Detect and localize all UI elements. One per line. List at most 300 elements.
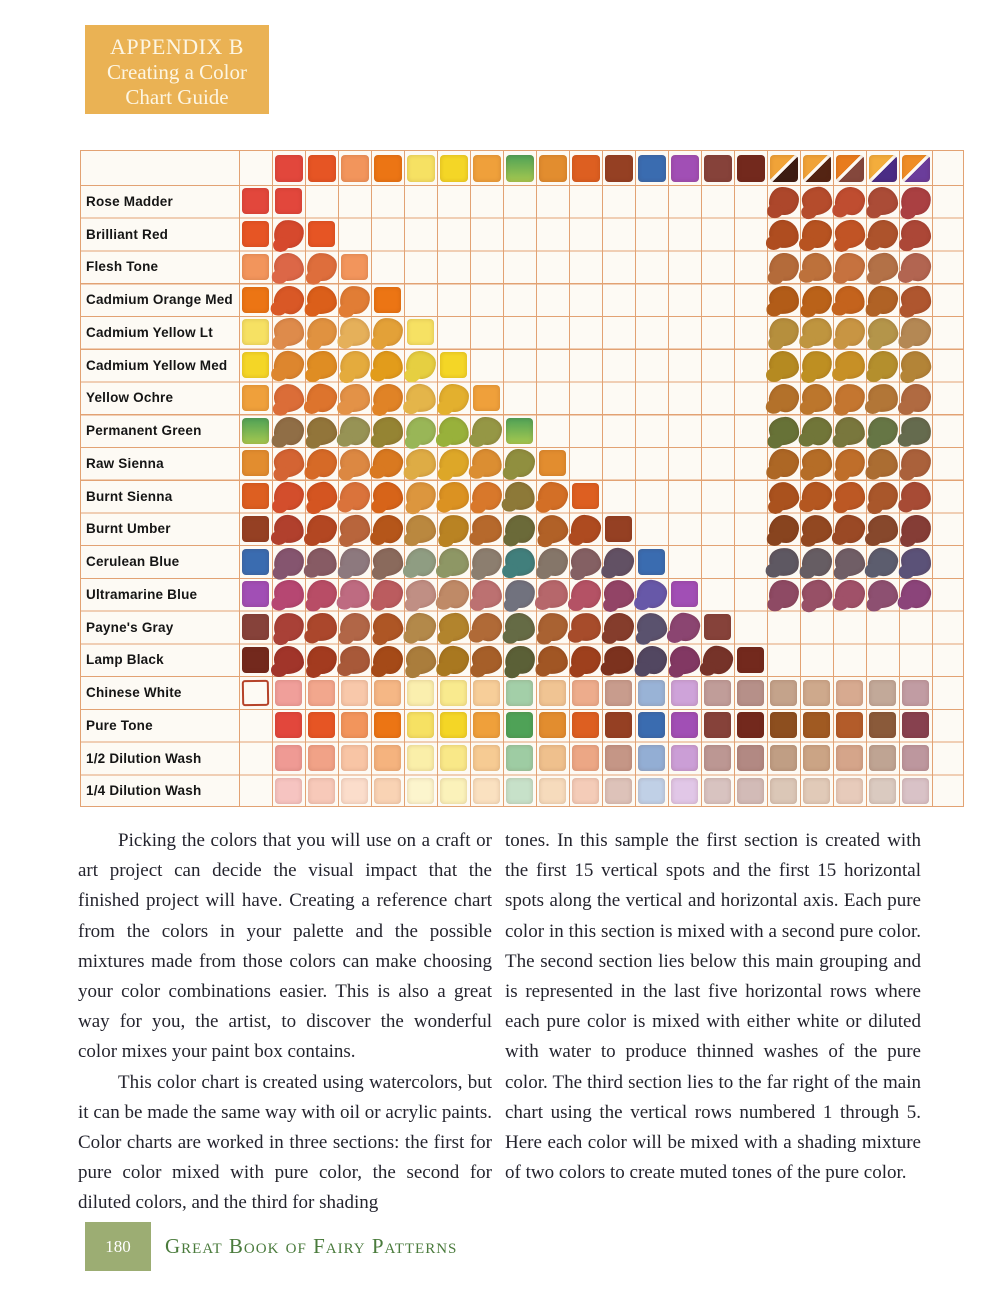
mix-swatch — [503, 546, 535, 577]
chart-cell — [866, 185, 899, 218]
shading-mix-swatch — [768, 580, 799, 609]
chart-cell — [833, 185, 866, 218]
chart-cell — [767, 414, 800, 447]
pure-color-swatch — [242, 549, 269, 575]
chart-cell — [602, 644, 635, 677]
mix-swatch — [405, 351, 436, 380]
chart-cell — [602, 218, 635, 251]
white-tint-swatch — [572, 680, 599, 706]
dilution-wash-swatch — [605, 745, 632, 771]
mix-swatch — [472, 417, 502, 445]
chart-cell — [899, 414, 932, 447]
chart-cell — [734, 611, 767, 644]
shading-mix-swatch — [834, 186, 866, 216]
mix-swatch — [537, 482, 568, 511]
pure-tone-swatch — [869, 712, 896, 738]
chart-cell — [569, 775, 602, 808]
pure-tone-swatch — [440, 712, 467, 738]
mix-swatch — [438, 384, 468, 413]
dilution-wash-swatch — [902, 745, 929, 771]
pure-tone-swatch — [605, 712, 632, 738]
shading-mix-swatch — [801, 285, 832, 315]
chart-cell — [899, 218, 932, 251]
chart-cell — [833, 151, 866, 185]
chart-cell — [305, 676, 338, 709]
pure-color-swatch — [242, 450, 269, 476]
chart-cell — [536, 283, 569, 316]
chart-cell — [701, 349, 734, 382]
row-label: Permanent Green — [86, 423, 202, 439]
chart-cell — [932, 775, 965, 808]
chart-cell — [404, 709, 437, 742]
chart-cell — [503, 382, 536, 415]
mix-swatch — [371, 514, 403, 545]
shading-mix-swatch — [768, 416, 799, 446]
chart-cell — [635, 283, 668, 316]
chart-cell — [536, 578, 569, 611]
chart-cell — [701, 545, 734, 578]
chart-cell — [437, 742, 470, 775]
chart-cell — [536, 382, 569, 415]
chart-cell — [305, 775, 338, 808]
mix-swatch — [338, 645, 370, 676]
chart-cell — [635, 480, 668, 513]
chart-cell — [470, 480, 503, 513]
pure-tone-swatch — [407, 712, 434, 738]
chart-cell — [635, 513, 668, 546]
chart-cell — [701, 775, 734, 808]
chart-cell — [833, 218, 866, 251]
pure-color-swatch — [242, 188, 269, 214]
dilution-wash-swatch — [275, 745, 302, 771]
chart-cell — [503, 349, 536, 382]
chart-cell — [602, 447, 635, 480]
chart-cell — [932, 513, 965, 546]
dilution-wash-swatch — [836, 778, 863, 804]
mix-swatch — [306, 285, 337, 314]
mix-swatch — [339, 613, 370, 642]
pure-color-swatch — [242, 483, 269, 509]
chart-cell — [371, 480, 404, 513]
chart-cell — [701, 185, 734, 218]
chart-cell — [734, 513, 767, 546]
dilution-wash-swatch — [506, 778, 533, 804]
chart-cell — [767, 676, 800, 709]
chart-cell — [833, 316, 866, 349]
chart-cell — [602, 611, 635, 644]
chart-cell — [536, 447, 569, 480]
chart-cell — [602, 185, 635, 218]
chart-cell — [899, 742, 932, 775]
mix-swatch — [537, 645, 568, 675]
chart-cell — [866, 283, 899, 316]
chart-cell — [470, 414, 503, 447]
mix-swatch — [340, 384, 370, 412]
chart-cell — [701, 414, 734, 447]
chart-cell — [536, 513, 569, 546]
chart-cell — [404, 676, 437, 709]
chart-cell — [239, 742, 272, 775]
mix-swatch — [372, 416, 402, 445]
mix-swatch — [404, 415, 436, 446]
chart-cell — [833, 349, 866, 382]
chart-cell — [833, 545, 866, 578]
mix-swatch — [272, 284, 306, 316]
chart-cell — [404, 513, 437, 546]
chart-cell — [635, 709, 668, 742]
chart-cell — [833, 480, 866, 513]
chart-cell — [899, 513, 932, 546]
chart-cell — [932, 578, 965, 611]
mix-swatch — [503, 644, 537, 676]
chart-cell — [767, 644, 800, 677]
mix-swatch — [537, 547, 567, 576]
chart-cell — [371, 316, 404, 349]
pure-color-swatch — [242, 254, 269, 280]
shading-mix-swatch — [800, 415, 834, 447]
shading-mix-swatch — [899, 349, 932, 380]
pure-tone-swatch — [704, 712, 731, 738]
mix-swatch — [338, 513, 371, 544]
chart-cell — [437, 283, 470, 316]
pure-tone-swatch — [374, 712, 401, 738]
shading-mix-swatch — [800, 514, 832, 545]
dilution-wash-swatch — [506, 745, 533, 771]
mix-swatch — [306, 351, 336, 380]
chart-cell — [371, 611, 404, 644]
diagonal-pure-swatch — [671, 581, 698, 607]
chinese-white-empty-swatch — [242, 679, 269, 705]
chart-cell — [437, 676, 470, 709]
chart-cell — [404, 283, 437, 316]
chart-cell — [470, 283, 503, 316]
chart-cell — [899, 251, 932, 284]
chart-cell — [470, 316, 503, 349]
mix-swatch — [635, 612, 667, 643]
white-tint-swatch — [275, 680, 302, 706]
pure-tone-swatch — [308, 712, 335, 738]
chart-cell — [800, 775, 833, 808]
chart-cell — [635, 251, 668, 284]
chart-cell — [800, 644, 833, 677]
shading-mix-swatch — [867, 449, 898, 479]
white-tint-swatch — [308, 680, 335, 706]
chart-cell — [899, 709, 932, 742]
shading-mix-swatch — [800, 350, 833, 381]
chart-cell — [305, 513, 338, 546]
dilution-wash-swatch — [638, 745, 665, 771]
chart-cell — [404, 742, 437, 775]
chart-cell — [536, 251, 569, 284]
white-tint-swatch — [638, 680, 665, 706]
chart-cell — [239, 709, 272, 742]
chart-cell — [800, 578, 833, 611]
mix-swatch — [602, 579, 635, 610]
chart-cell — [701, 611, 734, 644]
mix-swatch — [669, 645, 701, 675]
dilution-wash-swatch — [869, 778, 896, 804]
dilution-wash-swatch — [902, 778, 929, 804]
mix-swatch — [371, 447, 405, 479]
shading-column-header-swatch — [902, 155, 930, 182]
chart-cell — [338, 447, 371, 480]
chart-cell — [800, 349, 833, 382]
mix-swatch — [438, 448, 470, 478]
row-label: Lamp Black — [86, 652, 164, 668]
mix-swatch — [273, 547, 305, 577]
chart-cell — [734, 151, 767, 185]
chart-cell — [239, 644, 272, 677]
pure-color-swatch — [242, 287, 269, 313]
chart-cell — [470, 185, 503, 218]
chart-cell — [239, 251, 272, 284]
chart-cell — [371, 447, 404, 480]
chart-cell — [932, 480, 965, 513]
row-label: Flesh Tone — [86, 259, 159, 275]
chart-cell — [635, 447, 668, 480]
chart-cell — [503, 414, 536, 447]
pure-color-swatch — [242, 385, 269, 411]
chart-cell — [734, 349, 767, 382]
chart-cell — [800, 218, 833, 251]
chart-cell — [305, 545, 338, 578]
chart-cell — [800, 251, 833, 284]
shading-mix-swatch — [768, 252, 800, 282]
chart-cell — [239, 349, 272, 382]
chart-cell — [272, 709, 305, 742]
chart-cell — [569, 283, 602, 316]
diagonal-pure-swatch — [605, 516, 632, 542]
shading-mix-swatch — [833, 284, 867, 316]
chart-cell — [899, 151, 932, 185]
chart-cell — [668, 218, 701, 251]
column-header-swatch — [572, 155, 600, 182]
chart-cell — [239, 218, 272, 251]
chart-cell — [536, 545, 569, 578]
page-number-box — [85, 1222, 151, 1271]
chart-cell — [734, 480, 767, 513]
chart-cell — [404, 414, 437, 447]
pure-tone-swatch — [275, 712, 302, 738]
chart-cell — [569, 447, 602, 480]
chart-cell — [305, 480, 338, 513]
chart-cell — [932, 742, 965, 775]
chart-cell — [437, 251, 470, 284]
pure-color-swatch — [242, 581, 269, 607]
chart-cell — [305, 742, 338, 775]
chart-cell — [767, 382, 800, 415]
shading-column-header-swatch — [803, 155, 831, 182]
chart-cell — [569, 742, 602, 775]
chart-cell — [272, 316, 305, 349]
mix-swatch — [272, 219, 305, 250]
shading-mix-swatch — [801, 384, 831, 413]
mix-swatch — [404, 383, 436, 414]
chart-cell — [800, 185, 833, 218]
chart-cell — [470, 151, 503, 185]
chart-cell — [338, 644, 371, 677]
mix-swatch — [635, 579, 667, 610]
white-tint-swatch — [374, 680, 401, 706]
chart-cell — [404, 480, 437, 513]
chart-cell — [668, 447, 701, 480]
dilution-wash-swatch — [572, 745, 599, 771]
white-tint-swatch — [737, 680, 764, 706]
chart-cell — [734, 644, 767, 677]
mix-swatch — [437, 579, 470, 610]
dilution-wash-swatch — [374, 778, 401, 804]
chart-cell — [503, 644, 536, 677]
mix-swatch — [273, 253, 303, 282]
white-tint-swatch — [671, 680, 698, 706]
chart-cell — [338, 151, 371, 185]
row-label: Payne's Gray — [86, 619, 174, 635]
chart-cell — [404, 349, 437, 382]
chart-cell — [635, 414, 668, 447]
mix-swatch — [438, 645, 470, 675]
mix-swatch — [372, 318, 403, 348]
mix-swatch — [306, 580, 337, 610]
chart-cell — [470, 775, 503, 808]
shading-mix-swatch — [833, 383, 865, 414]
chart-cell — [701, 447, 734, 480]
mix-swatch — [306, 449, 337, 479]
chart-cell — [833, 676, 866, 709]
mix-swatch — [569, 611, 602, 642]
chart-cell — [668, 611, 701, 644]
chart-cell — [833, 611, 866, 644]
chart-cell — [668, 676, 701, 709]
row-label: Cadmium Orange Med — [86, 292, 233, 308]
mix-swatch — [405, 612, 436, 642]
chart-cell — [239, 676, 272, 709]
chart-cell — [305, 414, 338, 447]
chart-cell — [767, 185, 800, 218]
chart-cell — [404, 775, 437, 808]
white-tint-swatch — [341, 680, 368, 706]
mix-swatch — [307, 515, 337, 543]
mix-swatch — [405, 515, 435, 544]
mix-swatch — [504, 514, 535, 543]
chart-cell — [602, 382, 635, 415]
shading-mix-swatch — [834, 416, 865, 445]
chart-cell — [932, 414, 965, 447]
dilution-wash-swatch — [308, 745, 335, 771]
chart-cell — [833, 578, 866, 611]
pure-tone-swatch — [341, 712, 368, 738]
pure-color-swatch — [242, 647, 269, 673]
chart-cell — [602, 775, 635, 808]
shading-mix-swatch — [767, 382, 800, 413]
white-tint-swatch — [770, 680, 797, 706]
mix-swatch — [438, 612, 469, 642]
shading-mix-swatch — [867, 351, 897, 380]
shading-mix-swatch — [866, 480, 899, 511]
chart-cell — [833, 283, 866, 316]
chart-cell — [470, 545, 503, 578]
pure-color-swatch — [242, 418, 269, 444]
chart-cell — [569, 382, 602, 415]
mix-swatch — [306, 416, 338, 446]
chart-cell — [800, 447, 833, 480]
chart-cell — [371, 742, 404, 775]
mix-swatch — [569, 546, 602, 577]
dilution-wash-swatch — [374, 745, 401, 771]
chart-cell — [305, 185, 338, 218]
chart-cell — [833, 382, 866, 415]
chart-cell — [932, 218, 965, 251]
shading-mix-swatch — [769, 351, 799, 379]
chart-cell — [272, 676, 305, 709]
chart-cell — [602, 742, 635, 775]
white-tint-swatch — [704, 680, 731, 706]
chart-cell — [404, 151, 437, 185]
chart-cell — [338, 676, 371, 709]
mix-swatch — [371, 611, 405, 643]
chart-cell — [932, 316, 965, 349]
chart-cell — [668, 480, 701, 513]
white-tint-swatch — [869, 680, 896, 706]
column-header-swatch — [737, 155, 765, 182]
chart-cell — [371, 349, 404, 382]
chart-cell — [734, 447, 767, 480]
shading-mix-swatch — [833, 447, 867, 479]
chart-cell — [338, 611, 371, 644]
mix-swatch — [272, 383, 304, 414]
chart-cell — [800, 151, 833, 185]
chart-cell — [734, 251, 767, 284]
diagonal-pure-swatch — [704, 614, 731, 640]
mix-swatch — [503, 480, 537, 512]
row-label: 1/4 Dilution Wash — [86, 783, 202, 799]
chart-cell — [272, 480, 305, 513]
chart-cell — [701, 742, 734, 775]
row-label: Raw Sienna — [86, 455, 164, 471]
dilution-wash-swatch — [572, 778, 599, 804]
chart-cell — [437, 775, 470, 808]
chart-cell — [503, 447, 536, 480]
shading-mix-swatch — [768, 448, 800, 478]
chart-cell — [305, 218, 338, 251]
column-header-swatch — [605, 155, 633, 182]
chart-cell — [470, 447, 503, 480]
chart-cell — [404, 611, 437, 644]
chart-cell — [536, 316, 569, 349]
diagonal-pure-swatch — [473, 385, 500, 411]
chart-cell — [866, 775, 899, 808]
chart-cell — [338, 349, 371, 382]
chart-cell — [866, 316, 899, 349]
chart-cell — [866, 382, 899, 415]
diagonal-pure-swatch — [440, 352, 467, 378]
mix-swatch — [504, 613, 535, 642]
white-tint-swatch — [473, 680, 500, 706]
chart-cell — [272, 382, 305, 415]
chart-cell — [635, 316, 668, 349]
chart-cell — [668, 251, 701, 284]
dilution-wash-swatch — [704, 745, 731, 771]
chart-cell — [668, 349, 701, 382]
chart-cell — [866, 513, 899, 546]
mix-swatch — [372, 482, 403, 511]
shading-mix-swatch — [866, 252, 898, 283]
row-label: Brilliant Red — [86, 226, 169, 242]
chart-cell — [767, 151, 800, 185]
chart-cell — [305, 251, 338, 284]
chart-cell — [569, 316, 602, 349]
shading-mix-swatch — [800, 578, 834, 610]
dilution-wash-swatch — [737, 778, 764, 804]
